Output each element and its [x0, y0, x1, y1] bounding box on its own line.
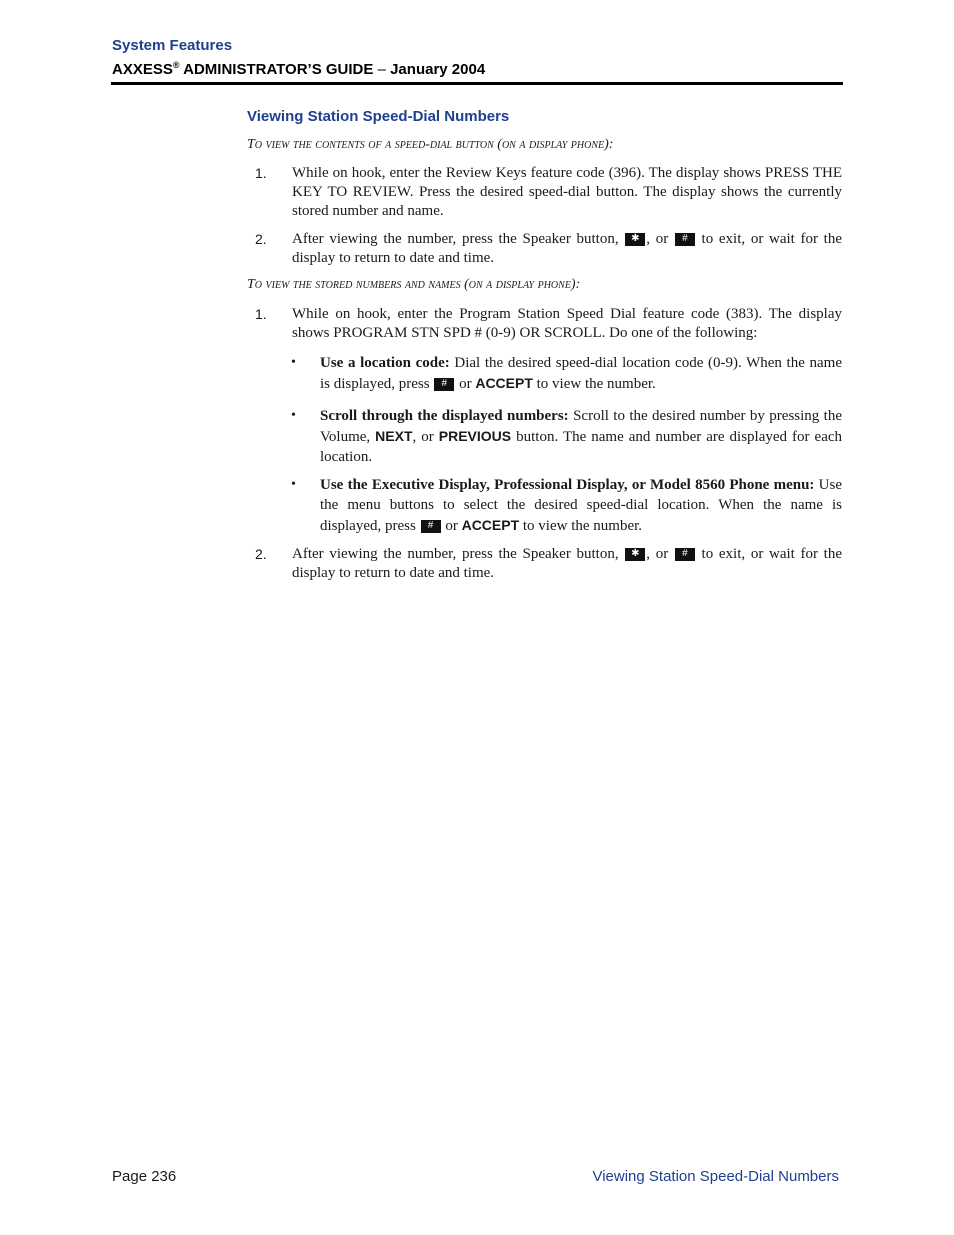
previous-label: PREVIOUS [438, 428, 512, 444]
header-section-title: System Features [112, 37, 233, 54]
bullet-icon: • [291, 355, 296, 370]
bullet-phone-menu [291, 475, 842, 536]
step-text: While on hook, enter the Review Keys feature code (396). The display shows PRESS THE KEY TO REVIEW. Press the desired speed-dial button. The display shows the currently stored number and name. [292, 165, 842, 219]
bullet-text: Scroll through the displayed numbers: Scroll to the desired number by pressing the Volume, NEXT, or PREVIOUS button. The name and number are displayed for each location. [320, 408, 843, 465]
procedure-title-1 [247, 137, 613, 153]
step-number: 1. [255, 165, 267, 181]
proc1-step-1 [255, 164, 842, 221]
page-number: Page 236 [112, 1168, 177, 1185]
section-heading: Viewing Station Speed-Dial Numbers [247, 108, 510, 125]
proc2-step-2 [255, 545, 842, 583]
step-text: After viewing the number, press the Speaker button, ✱ , or # to exit, or wait for the display to return to date and time. [292, 546, 842, 581]
star-key-icon: ✱ [625, 548, 645, 561]
bullet-location-code [291, 353, 842, 394]
accept-label: ACCEPT [475, 375, 533, 391]
guide-date: January 2004 [390, 61, 486, 78]
bullet-icon: • [291, 477, 296, 492]
bullet-text: Use a location code: Dial the desired speed-dial location code (0-9). When the name is displayed, press # or ACCEPT to view the number. [320, 355, 843, 392]
step-text: After viewing the number, press the Speaker button, ✱ , or # to exit, or wait for the display to return to date and time. [292, 231, 842, 266]
hash-key-icon: # [675, 548, 695, 561]
step-number: 2. [255, 546, 267, 562]
title-dash: – [373, 61, 391, 78]
bullet-text: Use the Executive Display, Professional Display, or Model 8560 Phone menu: Use the menu buttons to select the desired speed-dial location. When the name is displayed, press # or ACCEPT to view the number. [320, 477, 842, 534]
bullet-scroll [291, 406, 842, 467]
header-guide-title [112, 60, 485, 78]
footer-section-title: Viewing Station Speed-Dial Numbers [592, 1168, 839, 1185]
proc2-step-1 [255, 305, 842, 343]
proc-title-initial: T [247, 137, 255, 152]
brand-name: AXXESS [112, 61, 173, 78]
next-label: NEXT [375, 428, 413, 444]
proc-title-rest: o view the contents of a speed-dial button (on a display phone): [254, 137, 614, 152]
hash-key-icon: # [421, 520, 441, 533]
proc-title-rest: o view the stored numbers and names (on a display phone): [254, 277, 581, 292]
bullet-icon: • [291, 408, 296, 423]
star-key-icon: ✱ [625, 233, 645, 246]
step-number: 2. [255, 231, 267, 247]
proc-title-initial: T [247, 277, 255, 292]
guide-name: ADMINISTRATOR’S GUIDE [179, 61, 374, 78]
procedure-title-2 [247, 277, 580, 293]
hash-key-icon: # [675, 233, 695, 246]
proc1-step-2 [255, 230, 842, 268]
hash-key-icon: # [434, 378, 454, 391]
step-text: While on hook, enter the Program Station Speed Dial feature code (383). The display shows PROGRAM STN SPD # (0-9) OR SCROLL. Do one of the following: [292, 306, 842, 341]
header-rule [111, 82, 843, 85]
step-number: 1. [255, 306, 267, 322]
accept-label: ACCEPT [461, 517, 520, 533]
registered-mark: ® [172, 60, 180, 70]
